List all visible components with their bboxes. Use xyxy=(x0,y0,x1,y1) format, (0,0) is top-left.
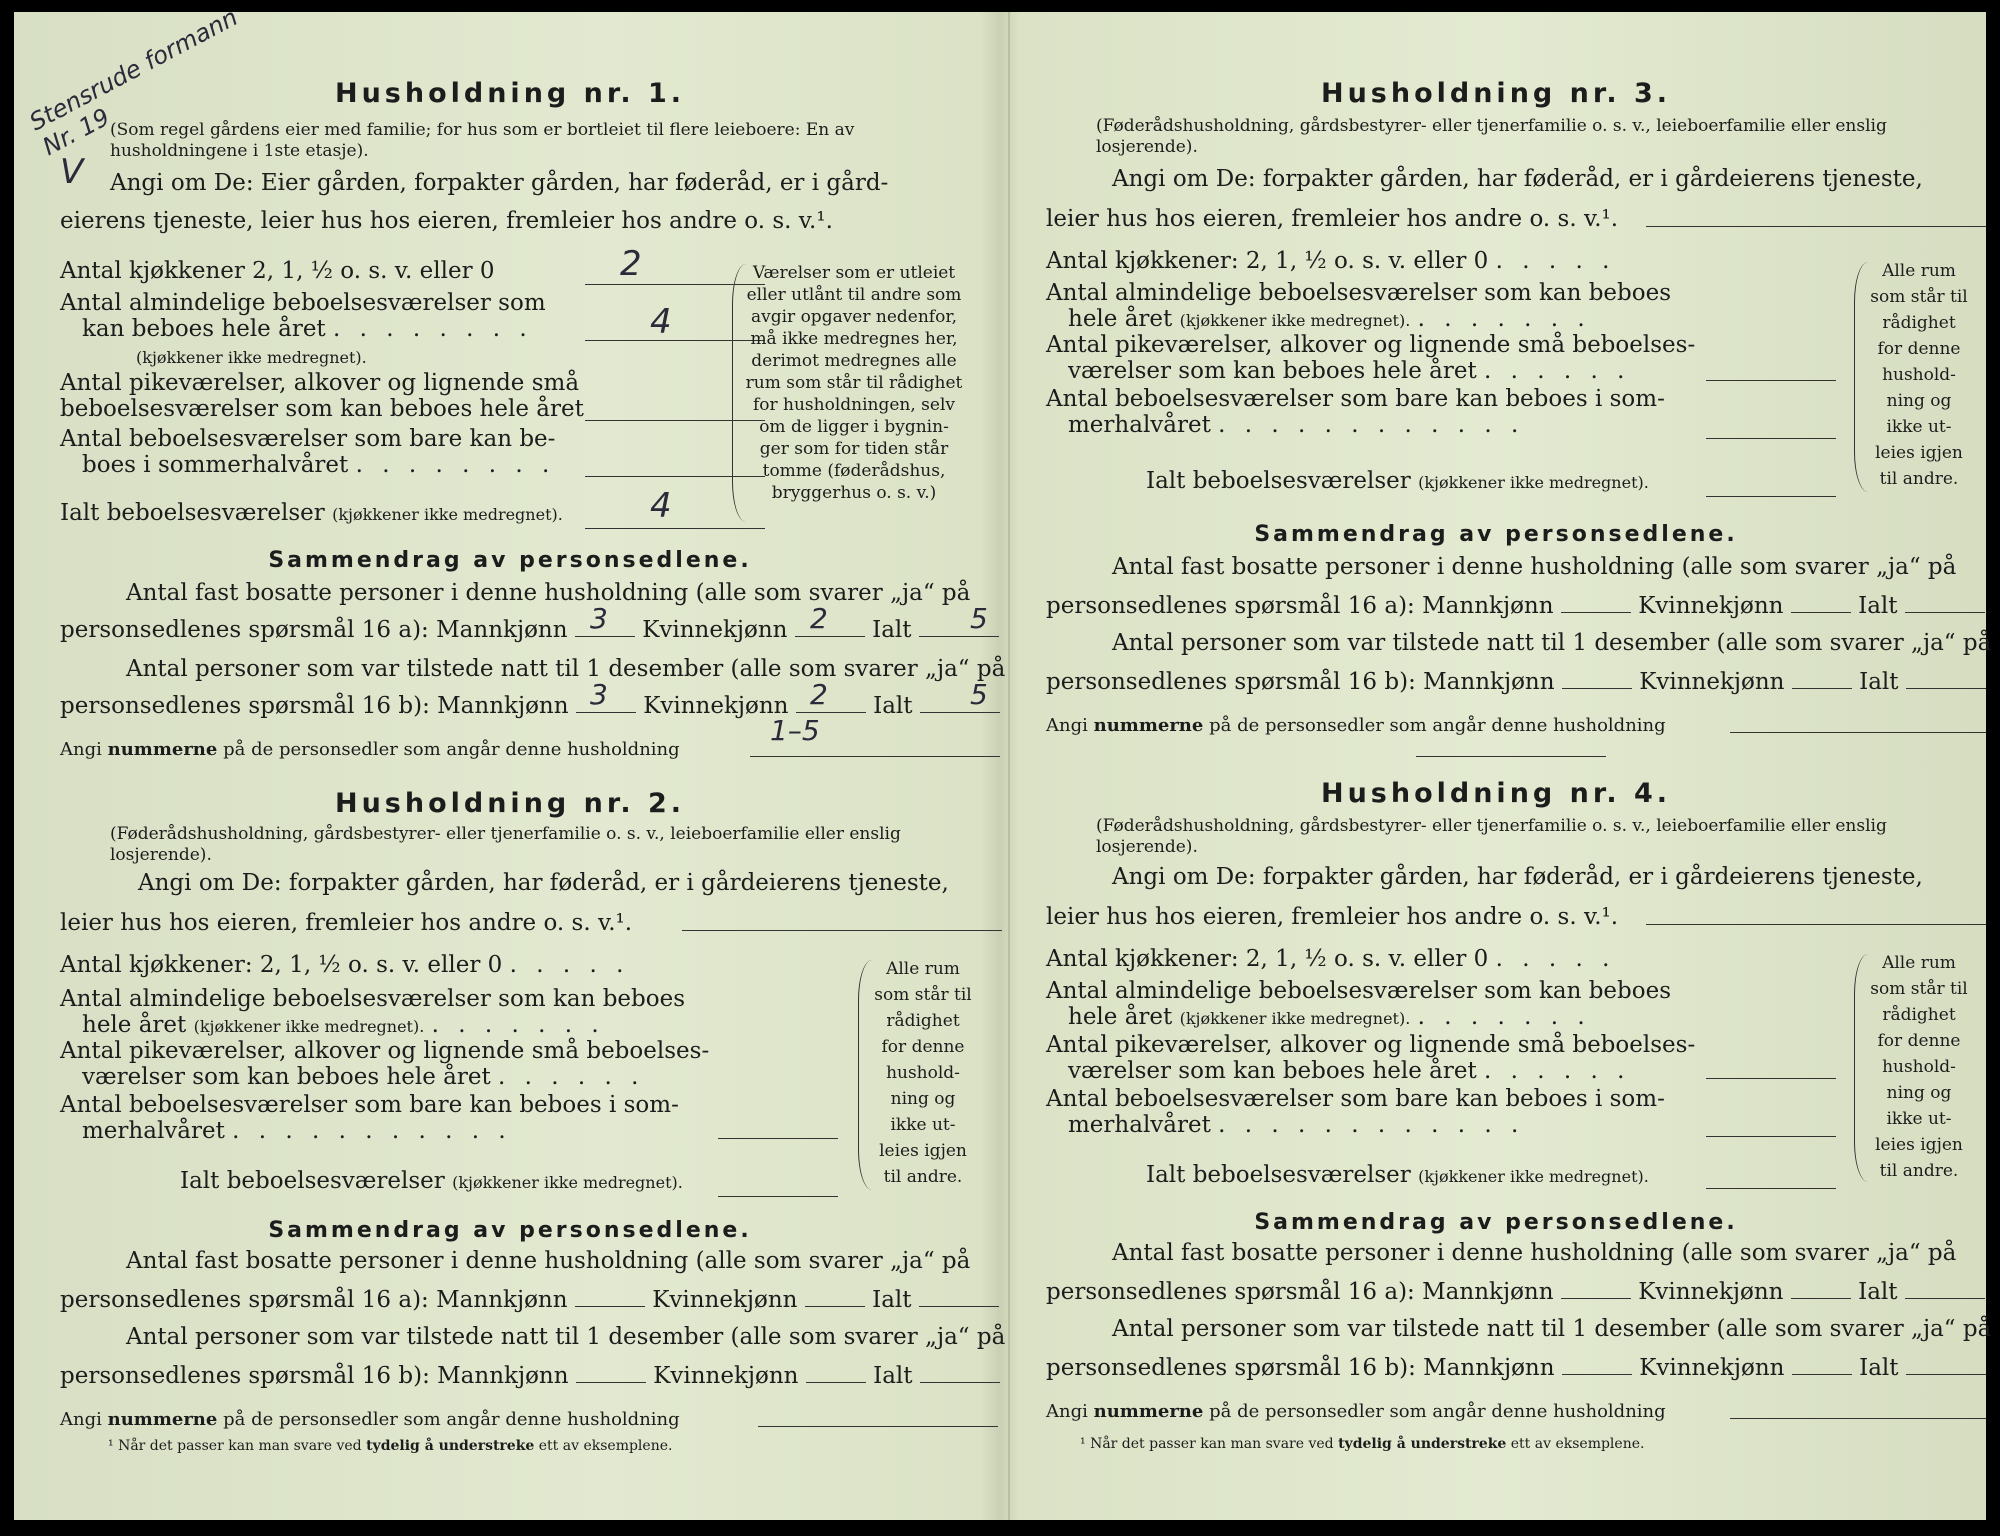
household-4-present-question: Antal personer som var tilstede natt til 1 desember (alle som svarer „ja“ på xyxy=(1112,1316,1992,1342)
household-2-side-note: Alle rum som står til rådighet for denne hushold- ning og ikke ut- leies igjen til andre. xyxy=(874,959,972,1187)
household-2-status-question-cont: leier hus hos eieren, fremleier hos andre o. s. v.¹. xyxy=(60,910,633,936)
household-2-rooms-label-b: hele året (kjøkkener ikke medregnet). . . . . . . . xyxy=(82,1012,605,1038)
household-4-title: Husholdning nr. 4. xyxy=(1320,778,1672,809)
household-4-resident-question: Antal fast bosatte personer i denne husholdning (alle som svarer „ja“ på xyxy=(1112,1240,1957,1266)
household-3-numbers-label: Angi nummerne på de personsedler som angår denne husholdning xyxy=(1046,715,1666,736)
household-4-note: (Føderådshusholdning, gårdsbestyrer- eller tjenerfamilie o. s. v., leieboerfamilie eller enslig losjerende). xyxy=(1096,816,1887,857)
household-1-summary-title: Sammendrag av personsedlene. xyxy=(268,548,752,573)
household-1-numbers-label: Angi nummerne på de personsedler som angår denne husholdning xyxy=(60,739,680,760)
household-3-small-rooms-label-b: værelser som kan beboes hele året . . . . . . xyxy=(1068,358,1631,384)
household-2-small-rooms-label-b: værelser som kan beboes hele året . . . . . . xyxy=(82,1064,645,1090)
household-3-resident-question: Antal fast bosatte personer i denne husholdning (alle som svarer „ja“ på xyxy=(1112,554,1957,580)
household-2-note: (Føderådshusholdning, gårdsbestyrer- eller tjenerfamilie o. s. v., leieboerfamilie eller enslig losjerende). xyxy=(110,824,901,865)
household-3-summer-rooms-label: Antal beboelsesværelser som bare kan beboes i som- xyxy=(1046,386,1665,412)
household-1-side-note: Værelser som er utleiet eller utlånt til andre som avgir opgaver nedenfor, må ikke medregnes her, derimot medregnes alle rum som står til rådighet for husholdningen, selv om de ligger i bygnin- ger som for tiden står tomme (føderådshus, bryggerhus o. s. v.) xyxy=(745,263,963,503)
household-4-status-question-cont: leier hus hos eieren, fremleier hos andre o. s. v.¹. xyxy=(1046,904,1619,930)
household-1-total-value: 4 xyxy=(650,486,672,526)
household-2-rooms-label: Antal almindelige beboelsesværelser som kan beboes xyxy=(60,986,686,1012)
household-1-resident-counts: personsedlenes spørsmål 16 a): Mannkjønn Kvinnekjønn Ialt xyxy=(60,616,999,644)
household-1-kitchens-value: 2 xyxy=(620,244,642,284)
household-3-present-counts: personsedlenes spørsmål 16 b): Mannkjønn Kvinnekjønn Ialt xyxy=(1046,668,1986,696)
household-1-summer-rooms-label-b: boes i sommerhalvåret . . . . . . . . xyxy=(82,452,556,478)
household-1-small-rooms-label: Antal pikeværelser, alkover og lignende små xyxy=(60,370,580,396)
household-1-small-rooms-label-b: beboelsesværelser som kan beboes hele året xyxy=(60,396,584,422)
household-2-numbers-label: Angi nummerne på de personsedler som angår denne husholdning xyxy=(60,1409,680,1430)
household-1-status-question-cont: eierens tjeneste, leier hus hos eieren, fremleier hos andre o. s. v.¹. xyxy=(60,208,833,234)
household-2-summer-rooms-label-b: merhalvåret . . . . . . . . . . . xyxy=(82,1118,512,1144)
household-4-side-note: Alle rum som står til rådighet for denne hushold- ning og ikke ut- leies igjen til andre. xyxy=(1870,953,1968,1181)
household-3-summer-rooms-label-b: merhalvåret . . . . . . . . . . . . xyxy=(1068,412,1525,438)
household-1-status-question: Angi om De: Eier gården, forpakter gården, har føderåd, er i gård- xyxy=(110,170,889,196)
household-2-summer-rooms-label: Antal beboelsesværelser som bare kan beboes i som- xyxy=(60,1092,679,1118)
household-3-title: Husholdning nr. 3. xyxy=(1320,78,1672,109)
household-3-small-rooms-label: Antal pikeværelser, alkover og lignende små beboelses- xyxy=(1046,332,1696,358)
household-3-resident-counts: personsedlenes spørsmål 16 a): Mannkjønn Kvinnekjønn Ialt xyxy=(1046,592,1985,620)
household-1-resident-total: 5 xyxy=(970,602,988,635)
census-form-sheet xyxy=(14,3,1992,1520)
household-3-present-question: Antal personer som var tilstede natt til 1 desember (alle som svarer „ja“ på xyxy=(1112,630,1992,656)
household-3-separator xyxy=(1416,756,1606,757)
household-2-total-label: Ialt beboelsesværelser (kjøkkener ikke medregnet). xyxy=(180,1168,683,1194)
household-4-summer-rooms-label: Antal beboelsesværelser som bare kan beboes i som- xyxy=(1046,1086,1665,1112)
household-1-total-label: Ialt beboelsesværelser (kjøkkener ikke medregnet). xyxy=(60,500,563,526)
household-1-present-male: 3 xyxy=(590,678,608,711)
household-1-present-total: 5 xyxy=(970,678,988,711)
household-4-small-rooms-label: Antal pikeværelser, alkover og lignende små beboelses- xyxy=(1046,1032,1696,1058)
household-4-present-counts: personsedlenes spørsmål 16 b): Mannkjønn Kvinnekjønn Ialt xyxy=(1046,1354,1986,1382)
household-1-summer-rooms-label: Antal beboelsesværelser som bare kan be- xyxy=(60,426,556,452)
right-footnote: ¹ Når det passer kan man svare ved tydelig å understreke ett av eksemplene. xyxy=(1080,1436,1645,1452)
household-3-total-label: Ialt beboelsesværelser (kjøkkener ikke medregnet). xyxy=(1146,468,1649,494)
household-1-initials: V xyxy=(60,152,84,192)
household-1-present-question: Antal personer som var tilstede natt til 1 desember (alle som svarer „ja“ på xyxy=(126,656,1006,682)
household-2-resident-counts: personsedlenes spørsmål 16 a): Mannkjønn Kvinnekjønn Ialt xyxy=(60,1286,999,1314)
household-3-status-question: Angi om De: forpakter gården, har føderåd, er i gårdeierens tjeneste, xyxy=(1112,166,1923,192)
household-4-status-question: Angi om De: forpakter gården, har føderåd, er i gårdeierens tjeneste, xyxy=(1112,864,1923,890)
household-2-small-rooms-label: Antal pikeværelser, alkover og lignende små beboelses- xyxy=(60,1038,710,1064)
household-1-rooms-note: (kjøkkener ikke medregnet). xyxy=(136,348,367,367)
household-1-numbers-value: 1–5 xyxy=(770,714,820,747)
household-1-rooms-value: 4 xyxy=(650,302,672,342)
household-3-status-question-cont: leier hus hos eieren, fremleier hos andre o. s. v.¹. xyxy=(1046,206,1619,232)
household-1-kitchens-label: Antal kjøkkener 2, 1, ½ o. s. v. eller 0 xyxy=(60,258,495,284)
household-1-note: (Som regel gårdens eier med familie; for hus som er bortleiet til flere leieboere: En av husholdningene i 1ste etasje). xyxy=(110,120,855,161)
left-footnote: ¹ Når det passer kan man svare ved tydelig å understreke ett av eksemplene. xyxy=(108,1438,673,1454)
household-1-title: Husholdning nr. 1. xyxy=(334,78,686,109)
household-4-total-label: Ialt beboelsesværelser (kjøkkener ikke medregnet). xyxy=(1146,1162,1649,1188)
household-1-resident-male: 3 xyxy=(590,602,608,635)
household-1-resident-female: 2 xyxy=(810,602,828,635)
page-fold xyxy=(1008,12,1010,1520)
household-2-status-question: Angi om De: forpakter gården, har føderåd, er i gårdeierens tjeneste, xyxy=(138,870,949,896)
household-4-summary-title: Sammendrag av personsedlene. xyxy=(1254,1210,1738,1235)
margin-annotation: Stensrude formann Nr. 19 xyxy=(24,3,243,162)
household-1-resident-question: Antal fast bosatte personer i denne husholdning (alle som svarer „ja“ på xyxy=(126,580,971,606)
household-4-kitchens-label: Antal kjøkkener: 2, 1, ½ o. s. v. eller 0 . . . . . xyxy=(1046,946,1616,972)
household-4-resident-counts: personsedlenes spørsmål 16 a): Mannkjønn Kvinnekjønn Ialt xyxy=(1046,1278,1985,1306)
household-1-present-female: 2 xyxy=(810,678,828,711)
household-2-resident-question: Antal fast bosatte personer i denne husholdning (alle som svarer „ja“ på xyxy=(126,1248,971,1274)
household-4-rooms-label-b: hele året (kjøkkener ikke medregnet). . . . . . . . xyxy=(1068,1004,1591,1030)
household-2-present-question: Antal personer som var tilstede natt til 1 desember (alle som svarer „ja“ på xyxy=(126,1324,1006,1350)
household-3-note: (Føderådshusholdning, gårdsbestyrer- eller tjenerfamilie o. s. v., leieboerfamilie eller enslig losjerende). xyxy=(1096,116,1887,157)
household-4-rooms-label: Antal almindelige beboelsesværelser som kan beboes xyxy=(1046,978,1672,1004)
household-4-numbers-label: Angi nummerne på de personsedler som angår denne husholdning xyxy=(1046,1401,1666,1422)
household-2-kitchens-label: Antal kjøkkener: 2, 1, ½ o. s. v. eller 0 . . . . . xyxy=(60,952,630,978)
household-3-rooms-label-b: hele året (kjøkkener ikke medregnet). . . . . . . . xyxy=(1068,306,1591,332)
household-2-title: Husholdning nr. 2. xyxy=(334,788,686,819)
household-3-side-note: Alle rum som står til rådighet for denne hushold- ning og ikke ut- leies igjen til andre. xyxy=(1870,261,1968,489)
household-3-summary-title: Sammendrag av personsedlene. xyxy=(1254,522,1738,547)
household-2-present-counts: personsedlenes spørsmål 16 b): Mannkjønn Kvinnekjønn Ialt xyxy=(60,1362,1000,1390)
household-1-rooms-label-b: kan beboes hele året . . . . . . . . xyxy=(82,316,533,342)
household-4-summer-rooms-label-b: merhalvåret . . . . . . . . . . . . xyxy=(1068,1112,1525,1138)
household-1-present-counts: personsedlenes spørsmål 16 b): Mannkjønn Kvinnekjønn Ialt xyxy=(60,692,1000,720)
household-2-summary-title: Sammendrag av personsedlene. xyxy=(268,1218,752,1243)
household-3-rooms-label: Antal almindelige beboelsesværelser som kan beboes xyxy=(1046,280,1672,306)
household-3-kitchens-label: Antal kjøkkener: 2, 1, ½ o. s. v. eller 0 . . . . . xyxy=(1046,248,1616,274)
household-1-rooms-label: Antal almindelige beboelsesværelser som xyxy=(60,290,546,316)
household-4-small-rooms-label-b: værelser som kan beboes hele året . . . . . . xyxy=(1068,1058,1631,1084)
